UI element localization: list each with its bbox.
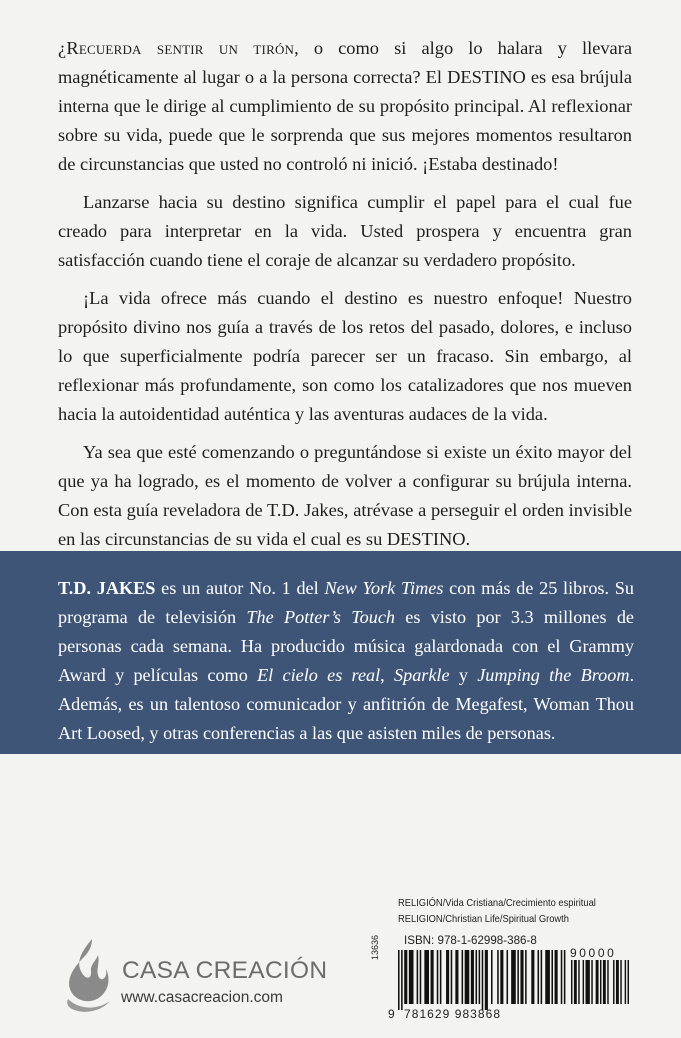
barcode-bar bbox=[613, 960, 614, 1004]
addon-digits: 90000 bbox=[570, 946, 617, 960]
bio-film: El cielo es real bbox=[257, 665, 381, 685]
barcode-bar bbox=[520, 950, 523, 1004]
bio-text: con más de 25 libros. Su programa de televisión bbox=[58, 578, 634, 627]
synopsis bbox=[58, 34, 632, 563]
barcode-bar bbox=[471, 950, 474, 1004]
barcode-bar bbox=[600, 960, 601, 1004]
barcode-bar bbox=[511, 950, 516, 1004]
publisher-url: www.casacreacion.com bbox=[121, 989, 283, 1006]
barcode-bar bbox=[491, 950, 493, 1004]
isbn-label: ISBN: 978-1-62998-386-8 bbox=[404, 934, 537, 947]
barcode-bar bbox=[451, 950, 453, 1004]
barcode-bar bbox=[625, 960, 626, 1004]
barcode-bar bbox=[531, 950, 534, 1004]
bio-text: y bbox=[449, 665, 478, 685]
synopsis-paragraph-4: Ya sea que esté comenzando o preguntándose si existe un éxito mayor del que ya ha logrado, es el momento de volver a configurar su brújula interna. Con esta guía reveladora de T.D. Jakes, atrévase a perseguir el orden invisible en las circunstancias de su vida el cual es su DESTINO. bbox=[58, 442, 632, 549]
synopsis-paragraph-2: Lanzarse hacia su destino significa cumplir el papel para el cual fue creado para interpretar en la vida. Usted prospera y encuentra gran satisfacción cuando tiene el coraje de alcanzar su verdadero propósito. bbox=[58, 192, 632, 270]
barcode-bar bbox=[583, 960, 584, 1004]
bio-text: es visto por 3.3 millones de personas cada semana. Ha producido música galardonada con el Grammy Award y películas como bbox=[58, 607, 634, 685]
barcode-bar bbox=[437, 950, 439, 1004]
category-labels bbox=[398, 896, 632, 927]
bio-tv-show: The Potter’s Touch bbox=[246, 607, 395, 627]
barcode-bar bbox=[571, 960, 572, 1004]
barcode-bar bbox=[417, 950, 419, 1004]
bio-text: . Además, es un talentoso comunicador y anfitrión de Megafest, Woman Thou Art Loosed, y otras conferencias a las que asisten miles de personas. bbox=[58, 665, 635, 743]
barcode-bar bbox=[409, 950, 414, 1004]
ean-digits: 781629 983868 bbox=[404, 1007, 502, 1021]
isbn-barcode bbox=[370, 934, 632, 1022]
barcode-bar bbox=[561, 950, 563, 1004]
publisher-name: CASA CREACIÓN bbox=[122, 957, 328, 984]
barcode-bar bbox=[455, 950, 458, 1004]
category-spanish: RELIGIÓN/Vida Cristiana/Crecimiento espiritual bbox=[398, 898, 596, 909]
flame-icon bbox=[62, 935, 118, 1015]
barcode-bar bbox=[545, 950, 550, 1004]
bio-film: Jumping the Broom bbox=[477, 665, 630, 685]
synopsis-paragraph-1-text: , o como si algo lo halara y llevara magnéticamente al lugar o a la persona correcta? El DESTINO es esa brújula interna que le dirige al cumplimiento de su propósito principal. Al reflexionar sobre su vida, puede que le sorprenda que sus mejores momentos resultaron de circunstancias que usted no controló ni inició. ¡Estaba destinado! bbox=[58, 38, 633, 174]
barcode-bar bbox=[462, 950, 464, 1004]
barcode-bar bbox=[440, 950, 442, 1004]
barcode-bar bbox=[420, 950, 422, 1004]
barcode-bar bbox=[446, 950, 449, 1004]
barcode-bar bbox=[517, 950, 519, 1004]
barcode-bar bbox=[398, 950, 400, 1010]
barcode-bar bbox=[586, 960, 590, 1004]
bio-film: Sparkle bbox=[394, 665, 450, 685]
barcode-bar bbox=[431, 950, 434, 1004]
barcode-bar bbox=[596, 960, 599, 1004]
barcode-bar bbox=[591, 960, 592, 1004]
barcode-bar bbox=[482, 950, 484, 1010]
barcode-bar bbox=[500, 950, 503, 1004]
barcode-bar bbox=[620, 960, 621, 1004]
barcode-bar bbox=[507, 950, 509, 1004]
barcode-bar bbox=[555, 950, 558, 1004]
synopsis-lead-in: ¿Recuerda sentir un tirón bbox=[58, 38, 295, 58]
barcode-bar bbox=[574, 960, 577, 1004]
barcode-bar bbox=[476, 950, 478, 1004]
bio-publication: New York Times bbox=[324, 578, 444, 598]
barcode-bar bbox=[538, 950, 540, 1004]
barcode-bar bbox=[578, 960, 579, 1004]
ean-barcode-bars bbox=[398, 950, 566, 1010]
barcode-bar bbox=[465, 950, 470, 1004]
barcode-bar bbox=[485, 950, 488, 1010]
author-name: T.D. JAKES bbox=[58, 578, 156, 598]
barcode-bar bbox=[525, 950, 527, 1004]
barcode-bar bbox=[424, 950, 429, 1004]
synopsis-paragraph-3: ¡La vida ofrece más cuando el destino es nuestro enfoque! Nuestro propósito divino nos guía a través de los retos del pasado, dolores, e incluso lo que superficialmente podría parecer ser un fracaso. Sin embargo, al reflexionar más profundamente, son como los catalizadores que nos mueven hacia la autoidentidad auténtica y las aventuras audaces de la vida. bbox=[58, 288, 632, 424]
side-code: 13636 bbox=[370, 934, 380, 960]
barcode-bar bbox=[479, 950, 481, 1004]
barcode-bar bbox=[607, 960, 608, 1004]
barcode-bar bbox=[541, 950, 543, 1004]
barcode-bar bbox=[616, 960, 619, 1004]
bio-text: es un autor No. 1 del bbox=[155, 578, 325, 598]
barcode-bar bbox=[497, 950, 499, 1004]
publisher-logo bbox=[62, 935, 342, 1015]
category-english: RELIGION/Christian Life/Spiritual Growth bbox=[398, 913, 569, 925]
addon-barcode-bars bbox=[571, 960, 629, 1010]
barcode-bar bbox=[401, 950, 403, 1010]
barcode-bar bbox=[603, 960, 606, 1004]
ean-lead-digit: 9 bbox=[388, 1007, 395, 1021]
author-bio bbox=[58, 574, 634, 748]
barcode-bar bbox=[564, 950, 566, 1004]
barcode-bar bbox=[404, 950, 407, 1004]
synopsis-paragraph-1 bbox=[58, 34, 632, 179]
barcode-bar bbox=[551, 950, 553, 1004]
bio-text: , bbox=[380, 665, 394, 685]
barcode-bar bbox=[628, 960, 629, 1004]
